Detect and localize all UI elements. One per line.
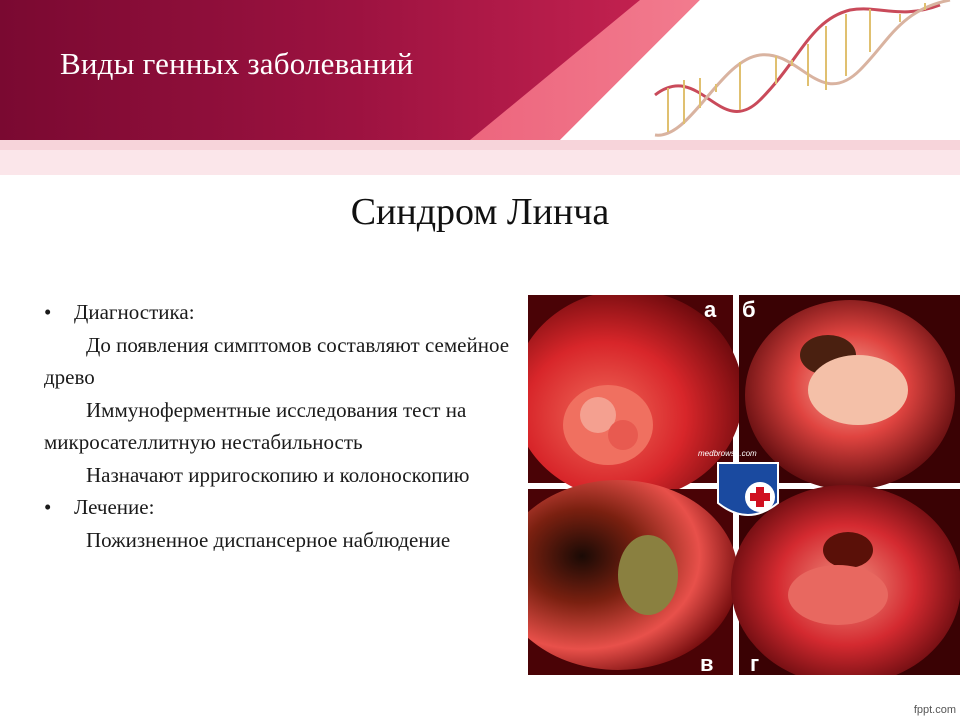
panel-letter-g: г [750,651,760,675]
watermark-logo-icon [718,463,778,515]
slide-title: Синдром Линча [350,191,610,233]
paragraph: Назначают ирригоскопию и колоноскопию [86,462,470,487]
endoscopy-panels [528,295,960,675]
banner-background [0,0,960,175]
bullet-label: Диагностика: [74,300,195,324]
paragraph: До появления симптомов составляют семейное древо [44,332,510,389]
panel-letter-a: а [704,297,717,322]
header-banner [0,0,960,175]
panel-letter-v: в [700,651,714,675]
footer-credit: fppt.com [913,704,956,716]
bullet-marker: • [44,495,52,519]
paragraph: Иммуноферментные исследования тест на микросателлитную нестабильность [44,397,467,454]
panel-letter-b: б [742,297,756,322]
bullet-marker: • [44,300,52,324]
endoscopy-image [528,295,960,675]
paragraph: Пожизненное диспансерное наблюдение [86,527,451,552]
image-watermark: medbrowse.com [698,449,757,458]
header-title: Виды генных заболеваний [60,46,414,81]
bullet-diagnostics [44,296,514,329]
bullet-treatment [44,491,514,524]
bullet-label: Лечение: [74,495,155,519]
content-text [44,296,514,556]
